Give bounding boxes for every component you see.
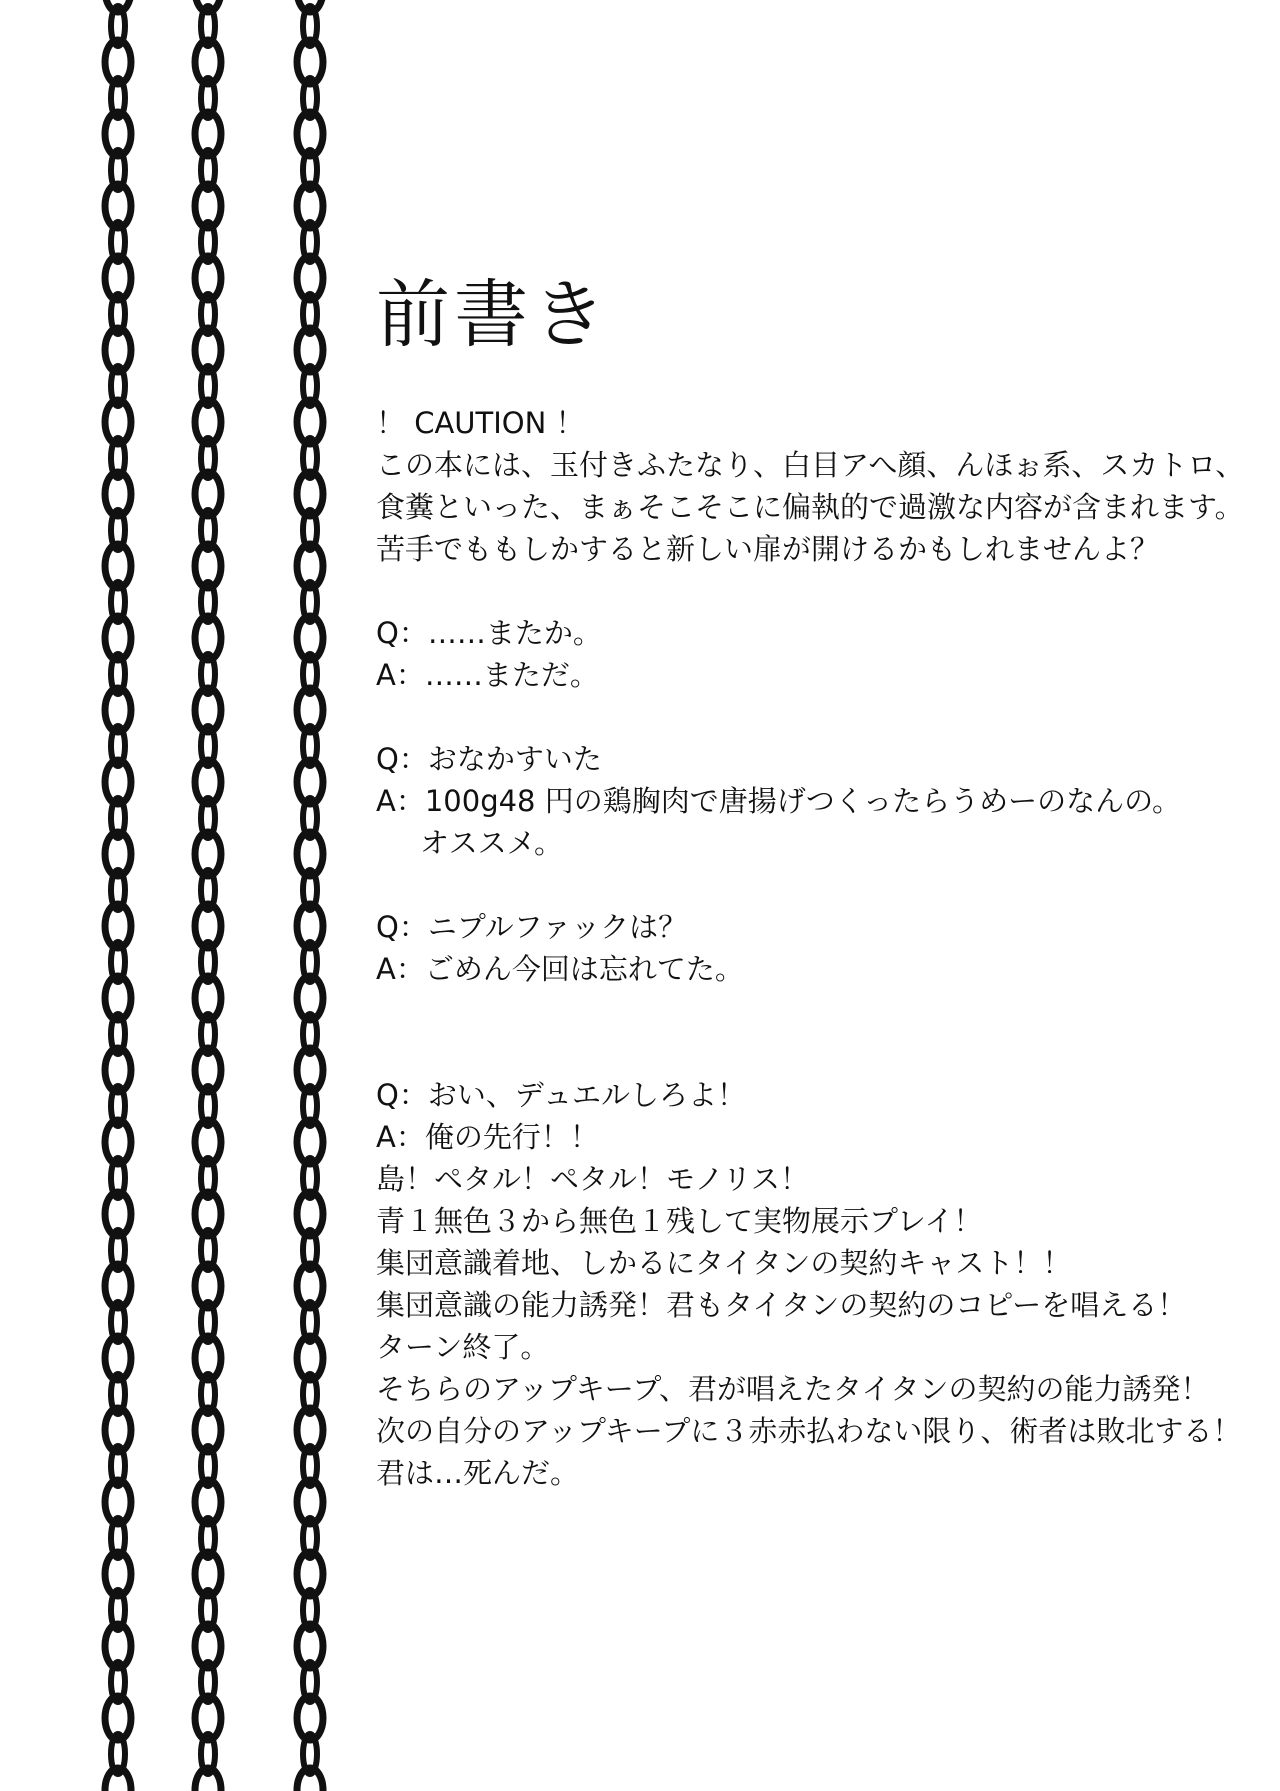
chain-link-highlight: [204, 627, 212, 649]
chain-link-highlight: [206, 377, 210, 395]
chain-link-highlight: [206, 953, 210, 971]
chain-link-highlight: [116, 1673, 120, 1691]
chain-border-right: [290, 0, 330, 1791]
chain-link-highlight: [116, 1385, 120, 1403]
answer-line: A：俺の先行！！: [376, 1120, 599, 1154]
chain-link-highlight: [206, 1601, 210, 1619]
chain-link-highlight: [114, 1491, 122, 1513]
chain-link-highlight: [116, 377, 120, 395]
chain-link-highlight: [204, 1203, 212, 1225]
chain-link-highlight: [116, 1745, 120, 1763]
chain-link-highlight: [308, 449, 312, 467]
chain-link-highlight: [206, 1673, 210, 1691]
chain-link-highlight: [204, 1635, 212, 1657]
duel-line: ターン終了。: [376, 1330, 550, 1364]
chain-link-highlight: [306, 1419, 314, 1441]
chain-link-highlight: [116, 17, 120, 35]
chain-link-highlight: [114, 1707, 122, 1729]
chain-link-highlight: [306, 267, 314, 289]
chain-link-highlight: [204, 123, 212, 145]
chain-link-highlight: [204, 1131, 212, 1153]
chain-link-highlight: [306, 51, 314, 73]
chain-link-highlight: [114, 339, 122, 361]
chain-link-highlight: [204, 555, 212, 577]
chain-link-highlight: [308, 1673, 312, 1691]
chain-link-highlight: [114, 627, 122, 649]
chain-link-highlight: [206, 881, 210, 899]
chain-link-highlight: [114, 123, 122, 145]
chain-link-highlight: [306, 195, 314, 217]
chain-link-highlight: [308, 809, 312, 827]
chain-link-highlight: [114, 555, 122, 577]
chain-link-highlight: [116, 809, 120, 827]
chain-link-highlight: [116, 881, 120, 899]
chain-link-highlight: [306, 915, 314, 937]
chain-link-highlight: [114, 483, 122, 505]
chain-link-highlight: [308, 1025, 312, 1043]
chain-link-highlight: [204, 699, 212, 721]
chain-link-highlight: [308, 881, 312, 899]
chain-link-highlight: [308, 593, 312, 611]
chain-link-highlight: [204, 771, 212, 793]
chain-link-highlight: [206, 161, 210, 179]
chain-link-highlight: [114, 1203, 122, 1225]
chain-link-highlight: [306, 699, 314, 721]
question-line: Q：おい、デュエルしろよ！: [376, 1078, 746, 1112]
preface-text: [376, 270, 1256, 1494]
chain-link-highlight: [116, 521, 120, 539]
chain-link-highlight: [114, 987, 122, 1009]
chain-link-highlight: [308, 1241, 312, 1259]
chain-link-highlight: [206, 1169, 210, 1187]
chain-link-highlight: [206, 1241, 210, 1259]
chain-link-highlight: [114, 771, 122, 793]
answer-line: A：100g48 円の鶏胸肉で唐揚げつくったらうめーのなんの。: [376, 784, 1181, 818]
chain-link-highlight: [308, 521, 312, 539]
chain-link-highlight: [116, 953, 120, 971]
chain-link-highlight: [206, 89, 210, 107]
chain-link-highlight: [308, 1601, 312, 1619]
chain-link-highlight: [308, 17, 312, 35]
chain-link-highlight: [206, 809, 210, 827]
chain-link-highlight: [114, 1347, 122, 1369]
chain-link-highlight: [306, 123, 314, 145]
chain-link-highlight: [206, 1385, 210, 1403]
caution-heading: ！ CAUTION ！: [376, 406, 585, 440]
chain-link-highlight: [206, 1457, 210, 1475]
chain-link-highlight: [206, 17, 210, 35]
chain-link-highlight: [116, 1097, 120, 1115]
chain-link-highlight: [114, 1059, 122, 1081]
chain-link-highlight: [114, 1131, 122, 1153]
chain-link-highlight: [206, 1529, 210, 1547]
duel-line: 君は…死んだ。: [376, 1456, 580, 1490]
question-line: Q：おなかすいた: [376, 742, 602, 776]
chain-link-highlight: [308, 1385, 312, 1403]
chain-link-highlight: [204, 0, 212, 1]
chain-link-highlight: [206, 1313, 210, 1331]
chain-link-highlight: [116, 1529, 120, 1547]
chain-link-highlight: [206, 665, 210, 683]
duel-line: そちらのアップキープ、君が唱えたタイタンの契約の能力誘発！: [376, 1372, 1210, 1406]
chain-link-highlight: [116, 737, 120, 755]
chain-link-highlight: [204, 1707, 212, 1729]
chain-link-highlight: [206, 449, 210, 467]
chain-link-highlight: [114, 1419, 122, 1441]
chain-link-highlight: [116, 665, 120, 683]
warning-line: この本には、玉付きふたなり、白目アへ顔、んほぉ系、スカトロ、: [376, 448, 1245, 482]
chain-link-highlight: [308, 233, 312, 251]
answer-line: A：……まただ。: [376, 658, 599, 692]
chain-link-highlight: [116, 305, 120, 323]
chain-link-highlight: [114, 699, 122, 721]
question-line: Q：……またか。: [376, 616, 602, 650]
chain-link-highlight: [306, 1275, 314, 1297]
chain-link-highlight: [116, 1457, 120, 1475]
chain-link-highlight: [116, 1313, 120, 1331]
chain-link-highlight: [114, 267, 122, 289]
chain-link-highlight: [116, 1169, 120, 1187]
chain-link-highlight: [204, 1275, 212, 1297]
chain-link-highlight: [308, 953, 312, 971]
chain-link-highlight: [308, 1457, 312, 1475]
chain-link-highlight: [206, 737, 210, 755]
chain-link-highlight: [204, 411, 212, 433]
chain-link-highlight: [308, 737, 312, 755]
chain-link-highlight: [308, 665, 312, 683]
chain-link-highlight: [204, 1779, 212, 1791]
chain-link-highlight: [116, 1241, 120, 1259]
question-line: Q：ニプルファックは？: [376, 910, 688, 944]
chain-link-highlight: [308, 305, 312, 323]
chain-link-highlight: [114, 51, 122, 73]
chain-link-highlight: [206, 593, 210, 611]
chain-link-highlight: [306, 1635, 314, 1657]
answer-line: A：ごめん今回は忘れてた。: [376, 952, 744, 986]
chain-link-highlight: [306, 0, 314, 1]
chain-link-highlight: [306, 1563, 314, 1585]
chain-link-highlight: [206, 1097, 210, 1115]
chain-link-highlight: [308, 1169, 312, 1187]
chain-link-highlight: [204, 1347, 212, 1369]
chain-link-highlight: [204, 987, 212, 1009]
chain-link-highlight: [206, 1025, 210, 1043]
page-title: 前書き: [376, 272, 610, 358]
chain-link-highlight: [306, 1131, 314, 1153]
chain-link-highlight: [114, 843, 122, 865]
chain-link-highlight: [308, 377, 312, 395]
chain-link-highlight: [114, 411, 122, 433]
chain-link-highlight: [204, 51, 212, 73]
chain-link-highlight: [306, 1059, 314, 1081]
chain-link-highlight: [204, 1563, 212, 1585]
chain-link-highlight: [204, 267, 212, 289]
chain-link-highlight: [306, 1707, 314, 1729]
duel-line: 集団意識の能力誘発！君もタイタンの契約のコピーを唱える！: [376, 1288, 1187, 1322]
chain-link-highlight: [114, 1779, 122, 1791]
chain-link-highlight: [114, 1635, 122, 1657]
chain-link-highlight: [116, 161, 120, 179]
chain-link-highlight: [306, 843, 314, 865]
chain-link-highlight: [308, 1313, 312, 1331]
chain-link-highlight: [306, 411, 314, 433]
chain-link-highlight: [306, 627, 314, 649]
chain-link-highlight: [204, 339, 212, 361]
chain-link-highlight: [306, 771, 314, 793]
chain-link-highlight: [306, 1491, 314, 1513]
chain-link-highlight: [306, 555, 314, 577]
chain-link-highlight: [206, 233, 210, 251]
chain-link-highlight: [306, 987, 314, 1009]
duel-line: 次の自分のアップキープに３赤赤払わない限り、術者は敗北する！: [376, 1414, 1242, 1448]
chain-link-highlight: [206, 1745, 210, 1763]
chain-link-highlight: [206, 521, 210, 539]
chain-link-highlight: [204, 483, 212, 505]
chain-link-highlight: [308, 161, 312, 179]
chain-link-highlight: [306, 339, 314, 361]
chain-link-highlight: [308, 1745, 312, 1763]
chain-link-highlight: [114, 0, 122, 1]
chain-link-highlight: [116, 89, 120, 107]
chain-link-highlight: [306, 1347, 314, 1369]
chain-link-highlight: [306, 483, 314, 505]
duel-line: 青１無色３から無色１残して実物展示プレイ！: [376, 1204, 983, 1238]
chain-link-highlight: [114, 195, 122, 217]
chain-link-highlight: [114, 1275, 122, 1297]
chain-link-highlight: [116, 1601, 120, 1619]
chain-link-highlight: [204, 1419, 212, 1441]
chain-link-highlight: [204, 1059, 212, 1081]
chain-link-highlight: [116, 233, 120, 251]
warning-line: 苦手でももしかすると新しい扉が開けるかもしれませんよ？: [376, 532, 1160, 566]
chain-link-highlight: [116, 1025, 120, 1043]
chain-link-highlight: [306, 1203, 314, 1225]
duel-line: 集団意識着地、しかるにタイタンの契約キャスト！！: [376, 1246, 1072, 1280]
chain-link-highlight: [204, 915, 212, 937]
chain-link-highlight: [116, 593, 120, 611]
chain-link-highlight: [308, 89, 312, 107]
chain-link-highlight: [116, 449, 120, 467]
chain-border-middle: [188, 0, 228, 1791]
chain-link-highlight: [308, 1097, 312, 1115]
chain-link-highlight: [204, 195, 212, 217]
chain-link-highlight: [204, 1491, 212, 1513]
chain-link-highlight: [306, 1779, 314, 1791]
warning-line: 食糞といった、まぁそこそこに偏執的で過激な内容が含まれます。: [376, 490, 1244, 524]
chain-link-highlight: [206, 305, 210, 323]
chain-link-highlight: [114, 1563, 122, 1585]
chain-link-highlight: [308, 1529, 312, 1547]
answer-continuation: オススメ。: [420, 826, 563, 860]
chain-link-highlight: [204, 843, 212, 865]
chain-link-highlight: [114, 915, 122, 937]
duel-line: 島！ペタル！ペタル！モノリス！: [376, 1162, 809, 1196]
chain-border-left: [98, 0, 138, 1791]
